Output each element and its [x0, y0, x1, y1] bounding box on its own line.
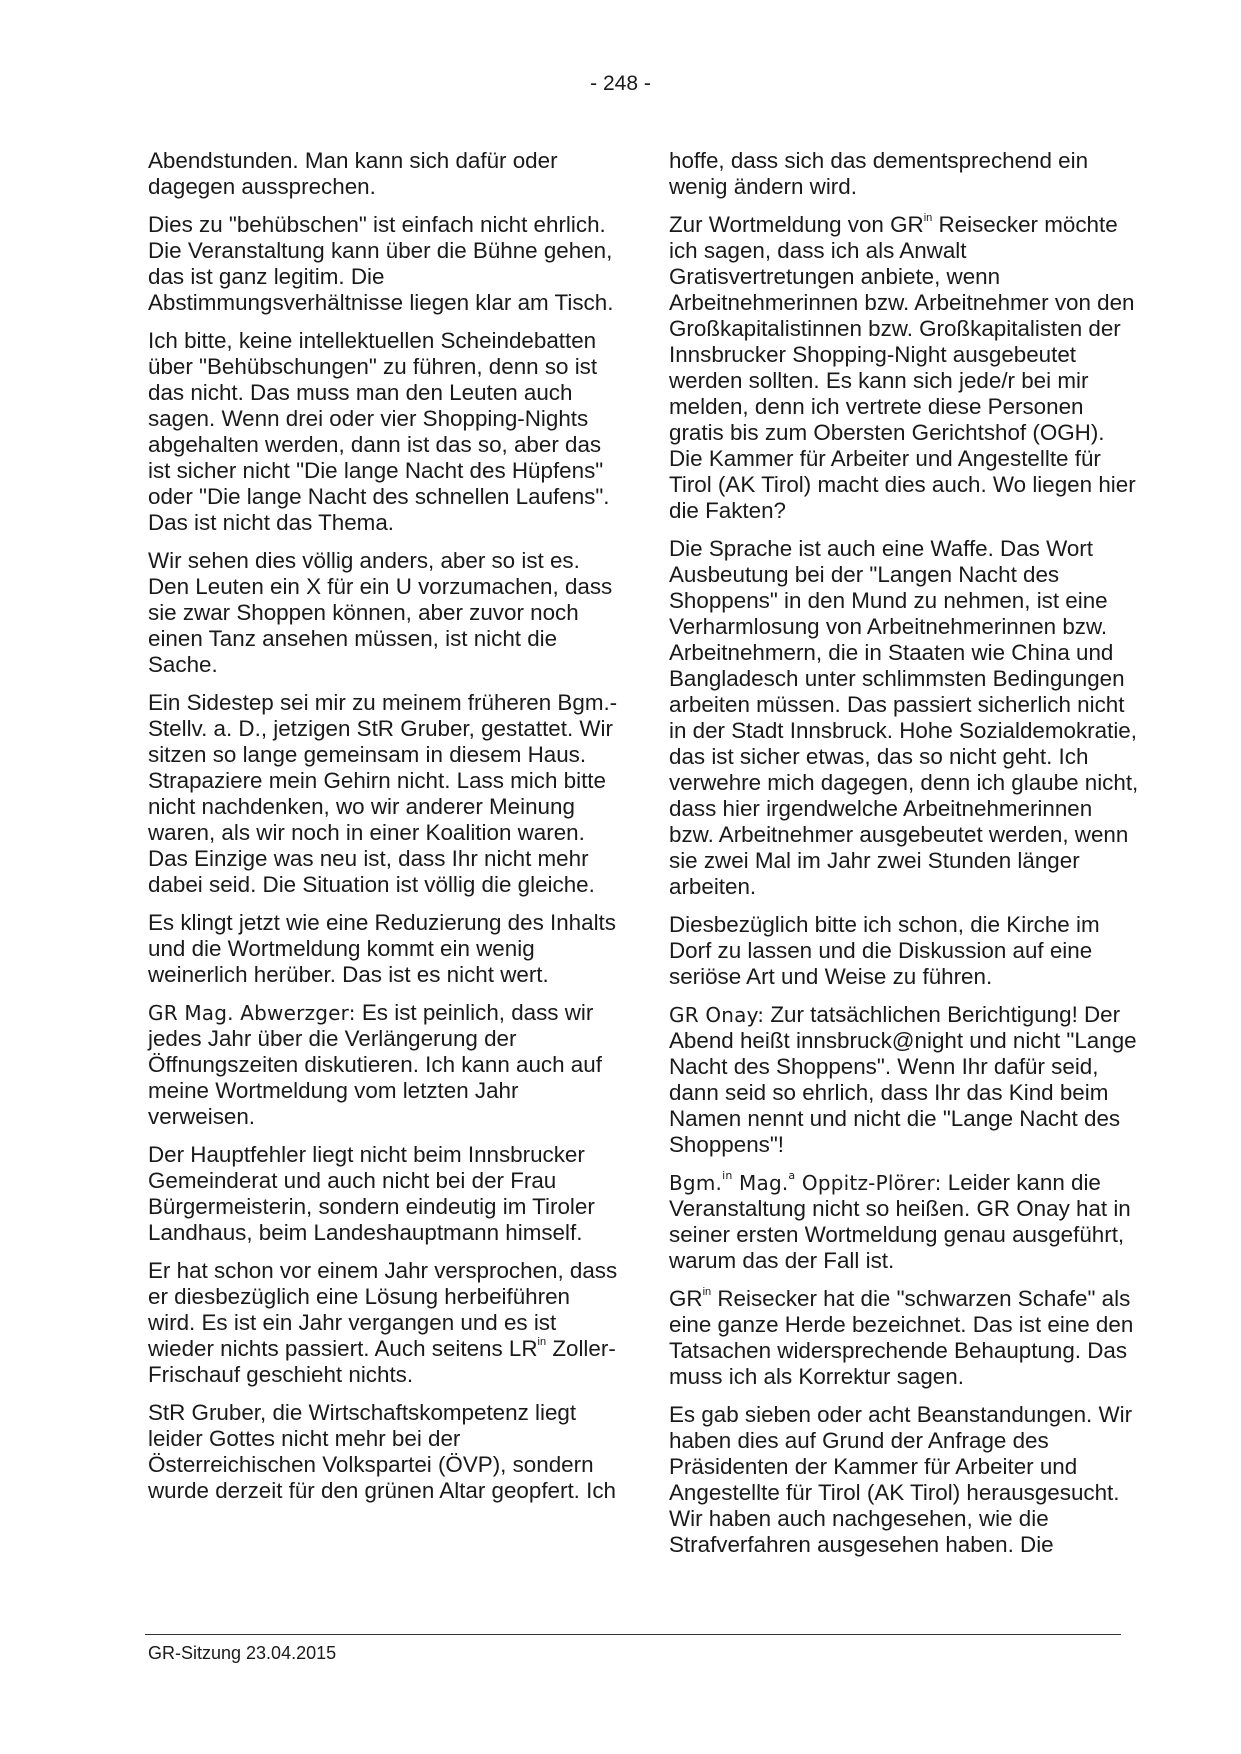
paragraph — [148, 1258, 618, 1388]
text-segment: GR — [669, 1286, 703, 1311]
superscript: in — [722, 1169, 733, 1182]
speaker-name: GR Onay: — [669, 1003, 765, 1027]
paragraph: Ein Sidestep sei mir zu meinem früheren Bgm.-Stellv. a. D., jetzigen StR Gruber, gestattet. Wir sitzen so lange gemeinsam in diesem Haus. Strapaziere mein Gehirn nicht. Lass mich bitte nicht nachdenken, wo wir anderer Meinung waren, als wir noch in einer Koalition waren. Das Einzige was neu ist, dass Ihr nicht mehr dabei seid. Die Situation ist völlig die gleiche. — [148, 690, 618, 897]
paragraph: Diesbezüglich bitte ich schon, die Kirche im Dorf zu lassen und die Diskussion auf eine seriöse Art und Weise zu führen. — [669, 912, 1100, 989]
paragraph: Es klingt jetzt wie eine Reduzierung des Inhalts und die Wortmeldung kommt ein wenig weinerlich herüber. Das ist es nicht wert. — [148, 910, 616, 987]
speaker-name — [669, 1171, 942, 1195]
right-column — [669, 148, 1139, 1570]
superscript: in — [702, 1286, 712, 1298]
text-segment: Zur Wortmeldung von GR — [669, 212, 924, 237]
text-segment: Reisecker hat die "schwarzen Schafe" als eine ganze Herde bezeichnet. Das ist eine den Tatsachen widersprechende Behauptung. Das muss ich als Korrektur sagen. — [669, 1286, 1134, 1389]
paragraph: hoffe, dass sich das dementsprechend ein wenig ändern wird. — [669, 148, 1089, 199]
superscript: in — [923, 212, 933, 224]
text-segment: Reisecker möchte ich sagen, dass ich als Anwalt Gratisvertretungen anbiete, wenn Arbeitnehmerinnen bzw. Arbeitnehmer von den Großkapitalistinnen bzw. Großkapitalisten der Innsbrucker Shopping-Night ausgebeutet werden sollten. Es kann sich jede/r bei mir melden, denn ich vertrete diese Personen gratis bis zum Obersten Gerichtshof (OGH). Die Kammer für Arbeiter und Angestellte für Tirol (AK Tirol) macht dies auch. Wo liegen hier die Fakten? — [669, 212, 1136, 523]
footer-divider — [145, 1634, 1121, 1635]
superscript: a — [788, 1169, 796, 1182]
superscript: in — [537, 1336, 547, 1348]
text-segment: Er hat schon vor einem Jahr versprochen, dass er diesbezüglich eine Lösung herbeiführen wird. Es ist ein Jahr vergangen und es ist wieder nichts passiert. Auch seitens LR — [148, 1258, 618, 1361]
speech-text: Leider kann die Veranstaltung nicht so heißen. GR Onay hat in seiner ersten Wortmeldung genau ausgeführt, warum das der Fall ist. — [669, 1170, 1131, 1273]
paragraph: Ich bitte, keine intellektuellen Scheindebatten über "Behübschungen" zu führen, denn so ist das nicht. Das muss man den Leuten auch sagen. Wenn drei oder vier Shopping-Nights abgehalten werden, dann ist das so, aber das ist sicher nicht "Die lange Nacht des Hüpfens" oder "Die lange Nacht des schnellen Laufens". Das ist nicht das Thema. — [148, 328, 610, 535]
paragraph — [669, 1286, 1139, 1390]
left-column — [148, 148, 618, 1516]
paragraph: StR Gruber, die Wirtschaftskompetenz liegt leider Gottes nicht mehr bei der Österreichischen Volkspartei (ÖVP), sondern wurde derzeit für den grünen Altar geopfert. Ich — [148, 1400, 616, 1503]
speaker-part: Oppitz-Plörer: — [795, 1171, 942, 1195]
speech-paragraph — [669, 1170, 1139, 1274]
paragraph — [669, 212, 1139, 524]
speech-text: Zur tatsächlichen Berichtigung! Der Abend heißt innsbruck@night und nicht "Lange Nacht des Shoppens". Wenn Ihr dafür seid, dann seid so ehrlich, dass Ihr das Kind beim Namen nennt und nicht die "Lange Nacht des Shoppens"! — [669, 1002, 1137, 1157]
speaker-name: GR Mag. Abwerzger: — [148, 1001, 356, 1025]
speech-paragraph — [669, 1002, 1139, 1158]
text-segment: Zoller-Frischauf geschieht nichts. — [148, 1336, 616, 1387]
paragraph: Es gab sieben oder acht Beanstandungen. Wir haben dies auf Grund der Anfrage des Präsidenten der Kammer für Arbeiter und Angestellte für Tirol (AK Tirol) herausgesucht. Wir haben auch nachgesehen, wie die Strafverfahren ausgesehen haben. Die — [669, 1402, 1133, 1557]
paragraph: Dies zu "behübschen" ist einfach nicht ehrlich. Die Veranstaltung kann über die Bühne gehen, das ist ganz legitim. Die Abstimmungsverhältnisse liegen klar am Tisch. — [148, 212, 614, 315]
speech-paragraph — [148, 1000, 618, 1130]
paragraph: Wir sehen dies völlig anders, aber so ist es. Den Leuten ein X für ein U vorzumachen, dass sie zwar Shoppen können, aber zuvor noch einen Tanz ansehen müssen, ist nicht die Sache. — [148, 548, 613, 677]
speaker-part: Mag. — [732, 1171, 789, 1195]
speaker-part: Bgm. — [669, 1171, 723, 1195]
paragraph: Die Sprache ist auch eine Waffe. Das Wort Ausbeutung bei der "Langen Nacht des Shoppens" in den Mund zu nehmen, ist eine Verharmlosung von Arbeitnehmerinnen bzw. Arbeitnehmern, die in Staaten wie China und Bangladesch unter schlimmsten Bedingungen arbeiten müssen. Das passiert sicherlich nicht in der Stadt Innsbruck. Hohe Sozialdemokratie, das ist sicher etwas, das so nicht geht. Ich verwehre mich dagegen, denn ich glaube nicht, dass hier irgendwelche Arbeitnehmerinnen bzw. Arbeitnehmer ausgebeutet werden, wenn sie zwei Mal im Jahr zwei Stunden länger arbeiten. — [669, 536, 1139, 899]
footer-session-date: GR-Sitzung 23.04.2015 — [148, 1643, 337, 1663]
page-number: - 248 - — [590, 72, 651, 95]
paragraph: Der Hauptfehler liegt nicht beim Innsbrucker Gemeinderat und auch nicht bei der Frau Bürgermeisterin, sondern eindeutig im Tiroler Landhaus, beim Landeshauptmann himself. — [148, 1142, 595, 1245]
speech-text: Es ist peinlich, dass wir jedes Jahr über die Verlängerung der Öffnungszeiten diskutieren. Ich kann auch auf meine Wortmeldung vom letzten Jahr verweisen. — [148, 1000, 602, 1129]
paragraph: Abendstunden. Man kann sich dafür oder dagegen aussprechen. — [148, 148, 558, 199]
